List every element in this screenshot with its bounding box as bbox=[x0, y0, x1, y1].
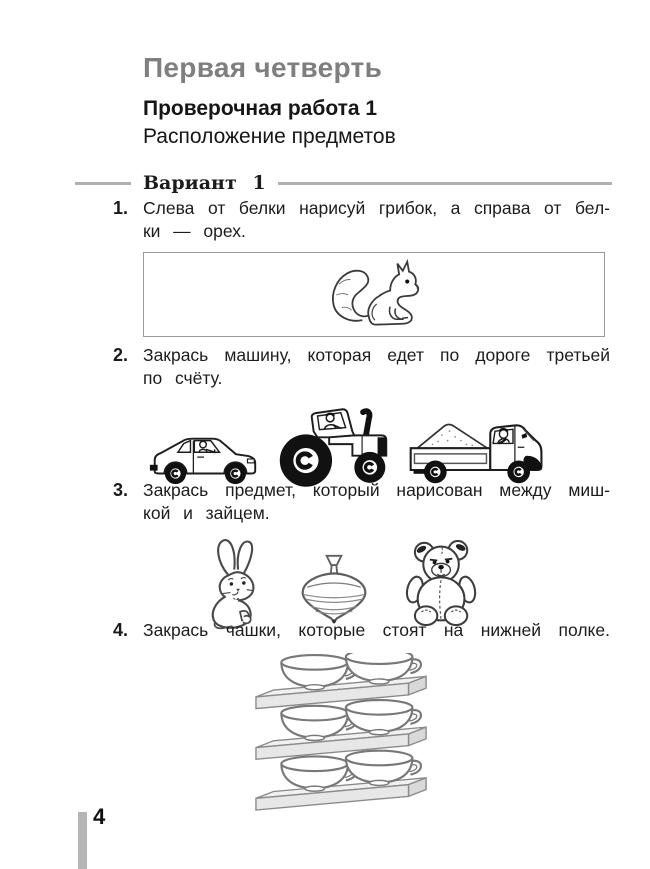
task-3 bbox=[113, 479, 612, 631]
work-title: Проверочная работа 1 bbox=[143, 97, 378, 120]
task-1-number: 1. bbox=[113, 198, 129, 218]
task-2-vehicles-row bbox=[143, 405, 610, 489]
work-subtitle: Расположение предметов bbox=[143, 125, 396, 148]
variant-rule-right bbox=[278, 182, 612, 185]
task-3-number: 3. bbox=[113, 480, 129, 500]
variant-rule-left bbox=[75, 182, 131, 185]
squirrel-illustration bbox=[321, 257, 427, 333]
spinning-top-illustration bbox=[297, 554, 371, 624]
task-2-text-line-1: Закрась машину, которая едет по дороге третьей bbox=[143, 345, 610, 365]
variant-heading bbox=[75, 172, 612, 194]
variant-label: Вариант 1 bbox=[143, 172, 266, 194]
task-1 bbox=[113, 197, 612, 337]
task-4-shelves bbox=[254, 653, 432, 811]
task-1-text-line-2: ки — орех. bbox=[143, 221, 246, 241]
task-3-text-line-2: кой и зайцем. bbox=[143, 503, 270, 523]
task-3-text-line-1: Закрась предмет, который нарисован между миш- bbox=[143, 480, 610, 500]
tractor-illustration bbox=[273, 405, 395, 489]
teddy-bear-illustration bbox=[399, 538, 485, 628]
task-4-number: 4. bbox=[113, 620, 129, 640]
task-4-text-line-1: Закрась чашки, которые стоят на нижней полке. bbox=[143, 620, 610, 640]
cup-shelves-illustration bbox=[254, 653, 430, 811]
task-1-text-line-1: Слева от белки нарисуй грибок, а справа от бел- bbox=[143, 198, 610, 218]
truck-illustration bbox=[403, 416, 551, 488]
page-number: 4 bbox=[93, 804, 106, 829]
task-3-toys-row bbox=[143, 535, 610, 631]
task-2 bbox=[113, 344, 612, 489]
footer-bar bbox=[78, 812, 87, 869]
task-1-answer-box[interactable] bbox=[143, 252, 605, 337]
task-4 bbox=[113, 619, 612, 811]
task-2-text-line-2: по счёту. bbox=[143, 368, 223, 388]
rabbit-illustration bbox=[193, 535, 287, 631]
task-2-number: 2. bbox=[113, 345, 129, 365]
section-title: Первая четверть bbox=[143, 52, 383, 83]
